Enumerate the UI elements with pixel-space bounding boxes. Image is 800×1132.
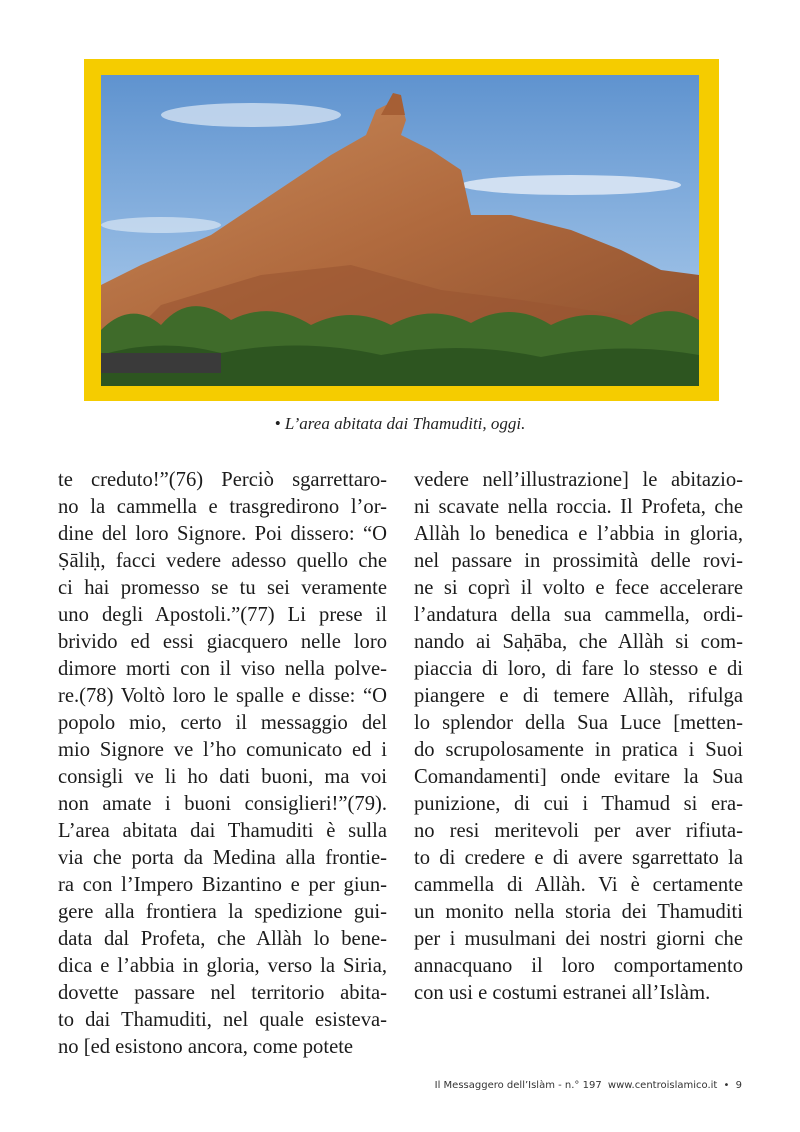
text-line: nel passare in prossimità delle rovi- xyxy=(414,550,743,572)
text-line: con usi e costumi estranei all’Islàm. xyxy=(414,982,711,1004)
footer-bullet: • xyxy=(723,1080,730,1091)
text-line: popolo mio, certo il messaggio del xyxy=(58,712,387,734)
text-line: lo splendor della Sua Luce [metten- xyxy=(414,712,743,734)
text-line: ni scavate nella roccia. Il Profeta, che xyxy=(414,496,743,518)
text-line: uno degli Apostoli.”(77) Li prese il xyxy=(58,604,387,626)
text-line: L’area abitata dai Thamuditi è sulla xyxy=(58,820,387,842)
text-line: annacquano il loro comportamento xyxy=(414,955,743,977)
text-line: un monito nella storia dei Thamuditi xyxy=(414,901,743,923)
text-column-right xyxy=(414,467,743,1007)
text-line: dovette passare nel territorio abita- xyxy=(58,982,387,1004)
text-line: gere alla frontiera la spedizione gui- xyxy=(58,901,387,923)
text-line: per i musulmani dei nostri giorni che xyxy=(414,928,743,950)
footer-website: www.centroislamico.it xyxy=(607,1080,718,1091)
text-line: piaccia di loro, di fare lo stesso e di xyxy=(414,658,743,680)
photo-frame xyxy=(84,59,719,401)
text-line: nando ai Saḥāba, che Allàh si com- xyxy=(414,631,743,653)
text-line: te creduto!”(76) Perciò sgarrettaro- xyxy=(58,469,387,491)
page-footer xyxy=(432,1080,742,1091)
page-number: 9 xyxy=(735,1080,742,1091)
text-line: via che porta da Medina alla frontie- xyxy=(58,847,387,869)
text-line: l’andatura della sua cammella, ordi- xyxy=(414,604,743,626)
photo-caption: • L’area abitata dai Thamuditi, oggi. xyxy=(274,414,526,433)
text-line: to dai Thamuditi, nel quale esisteva- xyxy=(58,1009,387,1031)
text-line: punizione, di cui i Thamud si era- xyxy=(414,793,743,815)
photo-rock-formation xyxy=(101,75,699,386)
text-column-left xyxy=(58,467,387,1061)
text-line: dimore morti con il viso nella polve- xyxy=(58,658,387,680)
text-line: no resi meritevoli per aver rifiuta- xyxy=(414,820,743,842)
text-line: Ṣāliḥ, facci vedere adesso quello che xyxy=(58,550,387,572)
text-line: no la cammella e trasgredirono l’or- xyxy=(58,496,387,518)
text-line: to di credere e di avere sgarrettato la xyxy=(414,847,743,869)
text-line: non amate i buoni consiglieri!”(79). xyxy=(58,793,387,815)
text-line: mio Signore ve l’ho comunicato ed i xyxy=(58,739,387,761)
text-line: consigli ve li ho dati buoni, ma voi xyxy=(58,766,387,788)
landscape-illustration xyxy=(101,75,699,386)
text-line: no [ed esistono ancora, come potete xyxy=(58,1036,354,1058)
text-line: ra con l’Impero Bizantino e per giun- xyxy=(58,874,387,896)
text-line: do scrupolosamente in pratica i Suoi xyxy=(414,739,743,761)
text-line: brivido ed essi giacquero nelle loro xyxy=(58,631,387,653)
text-line: dica e l’abbia in gloria, verso la Siria, xyxy=(58,955,387,977)
text-line: piangere e di temere Allàh, rifulga xyxy=(414,685,743,707)
text-line: ci hai promesso se tu sei veramente xyxy=(58,577,387,599)
text-line: Allàh lo benedica e l’abbia in gloria, xyxy=(414,523,743,545)
text-line: re.(78) Voltò loro le spalle e disse: “O xyxy=(58,685,387,707)
text-line: dine del loro Signore. Poi dissero: “O xyxy=(58,523,387,545)
text-line: cammella di Allàh. Vi è certamente xyxy=(414,874,743,896)
text-line: data dal Profeta, che Allàh lo bene- xyxy=(58,928,387,950)
text-line: vedere nell’illustrazione] le abitazio- xyxy=(414,469,743,491)
text-line: ne si coprì il volto e fece accelerare xyxy=(414,577,743,599)
text-line: Comandamenti] onde evitare la Sua xyxy=(414,766,743,788)
footer-publication: Il Messaggero dell’Islàm - n.° 197 xyxy=(434,1080,602,1091)
